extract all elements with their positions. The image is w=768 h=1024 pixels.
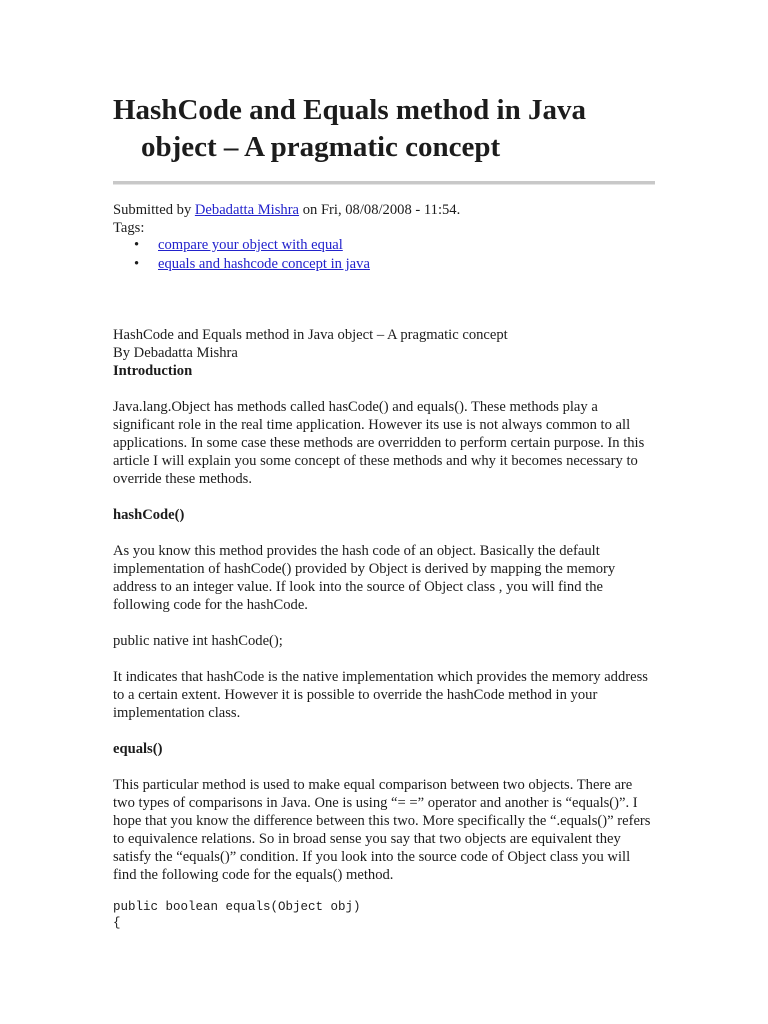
- equals-paragraph: This particular method is used to make equal comparison between two objects. There are two types of comparisons in Java. One is using “= =” operator and another is “equals()”. I hope that you know the difference between this two. More specifically the “.equals()” refers to equivalence relations. So in broad sense you say that two objects are equivalent they satisfy the “equals()” condition. If you look into the source code of Object class you will find the following code for the equals() method.: [113, 777, 651, 883]
- hashcode-paragraph-2: It indicates that hashCode is the native implementation which provides the memory address to a certain extent. However it is possible to override the hashCode method in your implementation class.: [113, 669, 648, 721]
- tag-item: [134, 255, 698, 274]
- author-link[interactable]: Debadatta Mishra: [194, 202, 300, 218]
- title-divider: [113, 181, 655, 185]
- tag-link-equals-hashcode[interactable]: equals and hashcode concept in java: [158, 256, 370, 272]
- article-title-line-2: object – A pragmatic concept: [141, 131, 501, 163]
- tag-link-compare-object[interactable]: compare your object with equal: [158, 237, 343, 253]
- tags-list: [113, 236, 698, 274]
- hashcode-code: public native int hashCode();: [113, 633, 283, 649]
- submitted-suffix: on Fri, 08/08/2008 - 11:54.: [299, 202, 461, 218]
- tag-item: [134, 236, 698, 255]
- article-title: [113, 92, 586, 166]
- tags-label: Tags:: [113, 220, 145, 236]
- article-subtitle: HashCode and Equals method in Java object – A pragmatic concept: [113, 327, 508, 343]
- introduction-heading: Introduction: [113, 363, 193, 379]
- submission-info: [113, 201, 653, 219]
- hashcode-paragraph-1: As you know this method provides the hash code of an object. Basically the default implementation of hashCode() provided by Object is derived by mapping the memory address to an integer value. If look into the source of Object class , you will find the following code for the hashCode.: [113, 543, 616, 613]
- equals-code-line-2: {: [113, 916, 121, 930]
- submitted-prefix: Submitted by: [113, 202, 195, 218]
- equals-heading: equals(): [113, 741, 163, 757]
- article-title-line-1: HashCode and Equals method in Java: [113, 94, 586, 126]
- introduction-paragraph: Java.lang.Object has methods called hasCode() and equals(). These methods play a significant role in the real time application. However its use is not always common to all applications. In some case these methods are overridden to perform certain purpose. In this article I will explain you some concept of these methods and why it becomes necessary to override these methods.: [113, 399, 645, 487]
- equals-code-line-1: public boolean equals(Object obj): [113, 900, 361, 914]
- hashcode-heading: hashCode(): [113, 507, 185, 523]
- bullet-icon: •: [134, 237, 140, 253]
- bullet-icon: •: [134, 256, 140, 272]
- article-byline: By Debadatta Mishra: [113, 345, 238, 361]
